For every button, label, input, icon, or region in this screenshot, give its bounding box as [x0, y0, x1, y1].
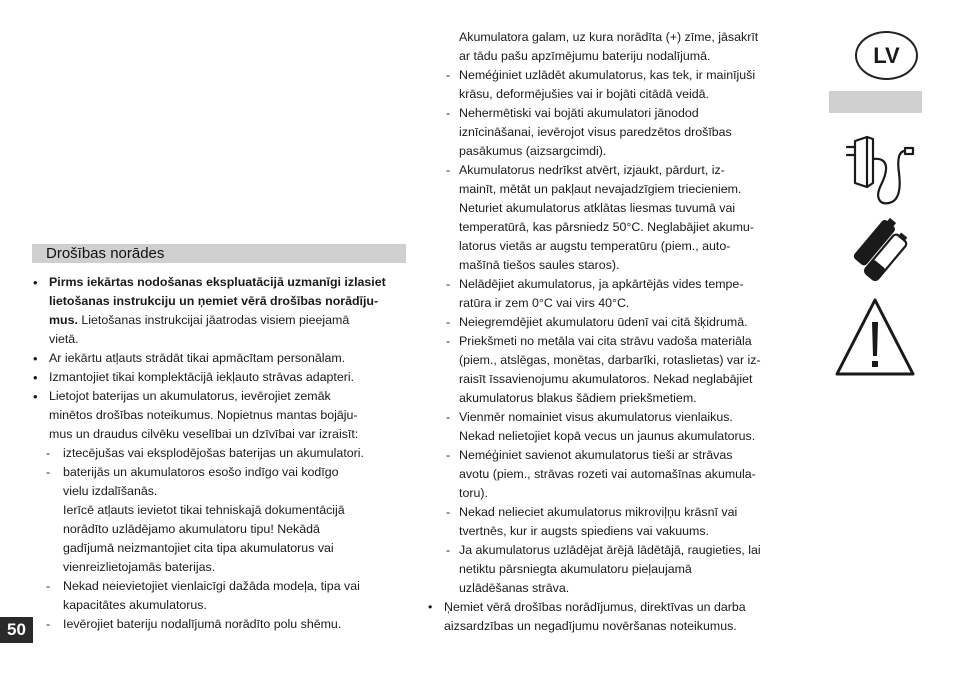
sub-item-continuation: Akumulatora galam, uz kura norādīta (+) zīme, jāsakrīt ar tādu pašu apzīmējumu bateriju nodalījumā. — [459, 30, 759, 63]
sub-item: - Nekad neievietojiet vienlaicīgi dažāda modeļa, tipa vai kapacitātes akumulatorus. — [32, 577, 406, 615]
list-item — [32, 273, 406, 349]
list-item — [429, 598, 810, 636]
left-column — [32, 244, 406, 634]
language-badge: LV — [855, 31, 918, 80]
sub-item: - Nelādējiet akumulatorus, ja apkārtējās vides tempe- ratūra ir zem 0°C vai virs 40°C. — [444, 275, 810, 313]
batteries-icon — [849, 217, 911, 283]
sub-item: - Neiegremdējiet akumulatoru ūdenī vai citā šķidrumā. — [444, 313, 810, 332]
section-marker-bar — [829, 91, 922, 113]
list-item: • Izmantojiet tikai komplektācijā iekļauto strāvas adapteri. — [32, 368, 406, 387]
sub-item: - Nehermētiski vai bojāti akumulatori jānodod iznīcināšanai, ievērojot visus paredzētos drošības pasākumus (aizsargcimdi). — [444, 104, 810, 161]
sub-item: - Neméģiniet savienot akumulatorus tieši ar strāvas avotu (piem., strāvas rozeti vai automašīnas akumula- toru). — [444, 446, 810, 503]
sub-item-continuation: Ierīcē atļauts ievietot tikai tehniskajā dokumentācijā norādīto uzlādējamo akumulatoru tipu! Nekādā gadījumā neizmantojiet cita tipa akumulatorus vai vienreizlietojamās baterijas. — [63, 503, 345, 574]
page-number: 50 — [0, 617, 33, 643]
bold-lead: Pirms iekārtas nodošanas ekspluatācijā uzmanīgi izlasiet lietošanas instrukciju un ņemiet vērā drošības norādīju- mus. — [49, 275, 386, 327]
sub-item: - Nekad nelieciet akumulatorus mikroviļņu krāsnī vai tvertnēs, kur ir augsts spiediens vai vakuums. — [444, 503, 810, 541]
section-heading: Drošības norādes — [32, 244, 406, 263]
sub-item: - Vienmēr nomainiet visus akumulatorus vienlaikus. Nekad nelietojiet kopā vecus un jaunus akumulatorus. — [444, 408, 810, 446]
sub-item: - iztecējušas vai eksplodējošas baterijas un akumulatori. — [32, 444, 406, 463]
bullet-marker: • — [428, 600, 433, 614]
sub-item: - Ja akumulatorus uzlādējat ārējā lādētājā, raugieties, lai netiktu pārsniegta akumulatoru pieļaujamā uzlādēšanas strāva. — [444, 541, 810, 598]
sub-item: - Ievērojiet bateriju nodalījumā norādīto polu shēmu. — [32, 615, 406, 634]
right-column — [428, 28, 810, 636]
sub-item: - Priekšmeti no metāla vai cita strāvu vadoša materiāla (piem., atslēgas, monētas, darbarīki, rotaslietas) var iz- raisīt īssavienojumu akumulatoros. Nekad neglabājiet akumulatorus blakus šādiem priekšmetiem. — [444, 332, 810, 408]
item-text: Ņemiet vērā drošības norādījumus, direktīvas un darba aizsardzības un negadījumu novēršanas noteikumus. — [444, 600, 746, 633]
sub-item: - Akumulatorus nedrīkst atvērt, izjaukt, pārdurt, iz- mainīt, mētāt un pakļaut nevajadzīgiem triecieniem. Neturiet akumulatorus atklātas liesmas tuvumā vai temperatūrā, kas pārsniedz 50°C. Neglabājiet akumu- latorus vietās ar augstu temperatūru (piem., auto- mašīnā tiešos saules staros). — [444, 161, 810, 275]
sub-item: - Neméģiniet uzlādēt akumulatorus, kas tek, ir mainījuši krāsu, deformējušies vai ir bojāti citādā veidā. — [444, 66, 810, 104]
sub-item: - baterijās un akumulatoros esošo indīgo vai kodīgo vielu izdalīšanās. — [32, 463, 406, 501]
list-item: • Lietojot baterijas un akumulatorus, ievērojiet zemāk minētos drošības noteikumus. Nopietnus mantas bojāju- mus un draudus cilvēku veselībai un dzīvībai var izraisīt: — [32, 387, 406, 444]
power-adapter-icon — [843, 133, 917, 209]
item-text: Lietošanas instrukcijai jāatrodas visiem pieejamā vietā. — [49, 313, 350, 346]
warning-triangle-icon — [833, 294, 917, 380]
list-item: • Ar iekārtu atļauts strādāt tikai apmācītam personālam. — [32, 349, 406, 368]
